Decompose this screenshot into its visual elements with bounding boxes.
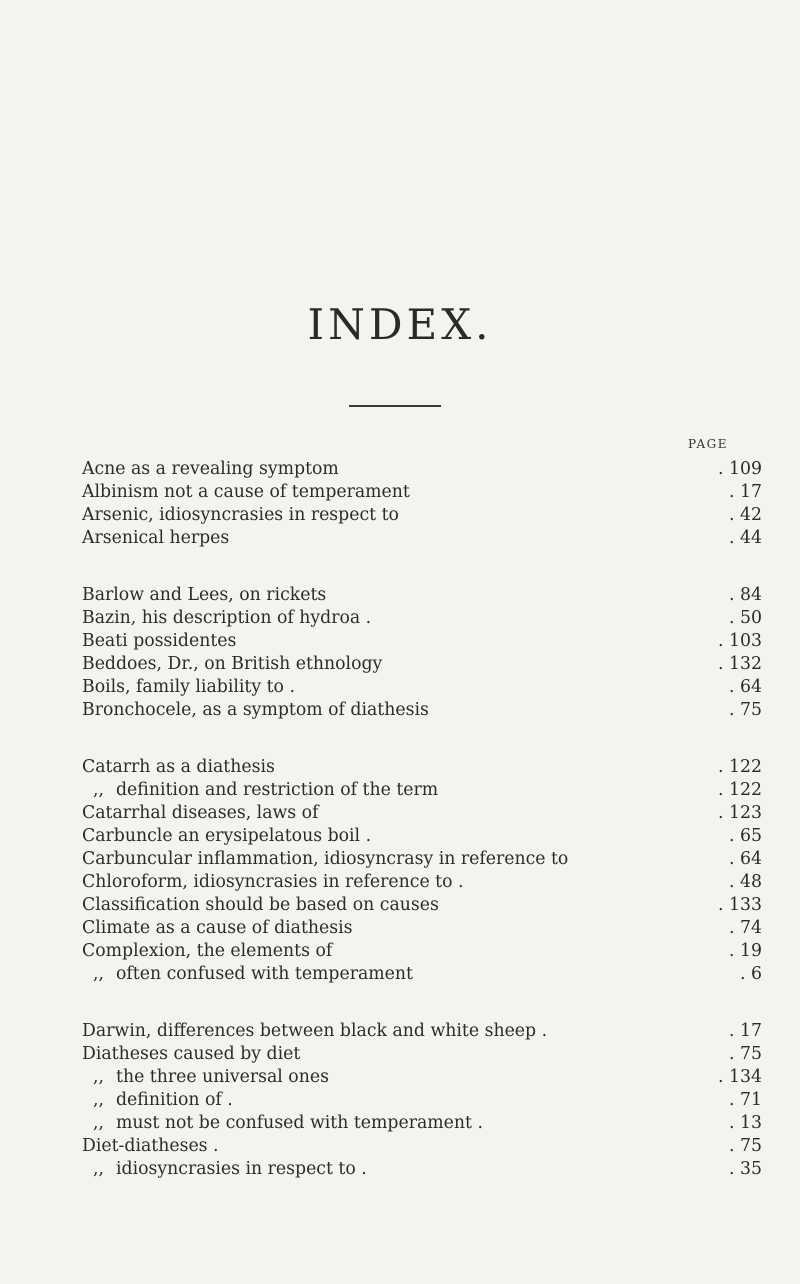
- index-term: Diet-diatheses .: [82, 1136, 219, 1156]
- index-term: Catarrhal diseases, laws of: [82, 803, 319, 823]
- index-term: Arsenic, idiosyncrasies in respect to: [82, 505, 399, 525]
- index-page-number: . 65: [729, 826, 762, 846]
- index-entry: [0, 1020, 800, 1043]
- index-page-number: . 64: [729, 849, 762, 869]
- index-entry: [0, 527, 800, 550]
- index-page-number: . 109: [718, 459, 762, 479]
- index-page-number: . 50: [729, 608, 762, 628]
- index-term: Boils, family liability to .: [82, 677, 295, 697]
- index-term: definition of .: [116, 1090, 233, 1110]
- index-page-number: . 75: [729, 1044, 762, 1064]
- ditto-mark: ,,: [93, 1113, 104, 1133]
- index-entry: [0, 848, 800, 871]
- index-term: idiosyncrasies in respect to .: [116, 1159, 367, 1179]
- index-page-number: . 44: [729, 528, 762, 548]
- index-entry: [0, 940, 800, 963]
- index-page-number: . 42: [729, 505, 762, 525]
- index-term: Bronchocele, as a symptom of diathesis: [82, 700, 429, 720]
- index-term: Carbuncular inflammation, idiosyncrasy in reference to: [82, 849, 569, 869]
- index-subentry: [0, 1089, 800, 1112]
- index-page-number: . 35: [729, 1159, 762, 1179]
- index-list: [0, 458, 800, 1215]
- index-page-number: . 84: [729, 585, 762, 605]
- index-entry: [0, 802, 800, 825]
- index-term: the three universal ones: [116, 1067, 329, 1087]
- index-page-number: . 71: [729, 1090, 762, 1110]
- index-page-number: . 123: [718, 803, 762, 823]
- index-page-number: . 132: [718, 654, 762, 674]
- index-page-number: . 133: [718, 895, 762, 915]
- index-term: Complexion, the elements of: [82, 941, 333, 961]
- index-entry: [0, 504, 800, 527]
- index-entry: [0, 630, 800, 653]
- index-entry: [0, 894, 800, 917]
- index-page-number: . 17: [729, 1021, 762, 1041]
- index-entry: [0, 653, 800, 676]
- index-term: Catarrh as a diathesis: [82, 757, 275, 777]
- index-term: Acne as a revealing symptom: [82, 459, 339, 479]
- index-page-number: . 17: [729, 482, 762, 502]
- page-column-label: PAGE: [688, 437, 728, 451]
- index-term: Carbuncle an erysipelatous boil .: [82, 826, 372, 846]
- index-subentry: [0, 1066, 800, 1089]
- page-title: INDEX.: [307, 300, 493, 349]
- index-entry: [0, 917, 800, 940]
- index-term: Beddoes, Dr., on British ethnology: [82, 654, 383, 674]
- index-page-number: . 103: [718, 631, 762, 651]
- index-term: Climate as a cause of diathesis: [82, 918, 353, 938]
- index-subentry: [0, 1112, 800, 1135]
- ditto-mark: ,,: [93, 1067, 104, 1087]
- index-term: must not be confused with temperament .: [116, 1113, 483, 1133]
- ditto-mark: ,,: [93, 964, 104, 984]
- index-page-number: . 134: [718, 1067, 762, 1087]
- index-entry: [0, 607, 800, 630]
- title-rule: [349, 405, 441, 407]
- index-page-number: . 74: [729, 918, 762, 938]
- index-group-b: [0, 584, 800, 722]
- index-subentry: [0, 1158, 800, 1181]
- index-group-a: [0, 458, 800, 550]
- index-entry: [0, 825, 800, 848]
- index-term: Beati possidentes: [82, 631, 237, 651]
- index-entry: [0, 1135, 800, 1158]
- index-term: often confused with temperament: [116, 964, 413, 984]
- index-page-number: . 13: [729, 1113, 762, 1133]
- index-subentry: [0, 779, 800, 802]
- index-entry: [0, 1043, 800, 1066]
- index-entry: [0, 756, 800, 779]
- index-term: Chloroform, idiosyncrasies in reference to .: [82, 872, 464, 892]
- ditto-mark: ,,: [93, 780, 104, 800]
- index-page-number: . 48: [729, 872, 762, 892]
- index-term: Arsenical herpes: [82, 528, 230, 548]
- index-group-d: [0, 1020, 800, 1181]
- index-term: Barlow and Lees, on rickets: [82, 585, 327, 605]
- index-subentry: [0, 963, 800, 986]
- index-entry: [0, 584, 800, 607]
- index-page-number: . 75: [729, 700, 762, 720]
- ditto-mark: ,,: [93, 1090, 104, 1110]
- index-term: definition and restriction of the term: [116, 780, 439, 800]
- index-page-number: . 6: [740, 964, 762, 984]
- index-page-number: . 64: [729, 677, 762, 697]
- index-term: Darwin, differences between black and white sheep .: [82, 1021, 548, 1041]
- index-entry: [0, 676, 800, 699]
- ditto-mark: ,,: [93, 1159, 104, 1179]
- index-page-number: . 19: [729, 941, 762, 961]
- index-page-number: . 122: [718, 757, 762, 777]
- index-term: Classification should be based on causes: [82, 895, 439, 915]
- index-entry: [0, 458, 800, 481]
- index-page-number: . 75: [729, 1136, 762, 1156]
- index-page-number: . 122: [718, 780, 762, 800]
- index-entry: [0, 699, 800, 722]
- index-entry: [0, 871, 800, 894]
- index-term: Albinism not a cause of temperament: [82, 482, 410, 502]
- index-entry: [0, 481, 800, 504]
- index-group-c: [0, 756, 800, 986]
- index-term: Diatheses caused by diet: [82, 1044, 301, 1064]
- index-term: Bazin, his description of hydroa .: [82, 608, 372, 628]
